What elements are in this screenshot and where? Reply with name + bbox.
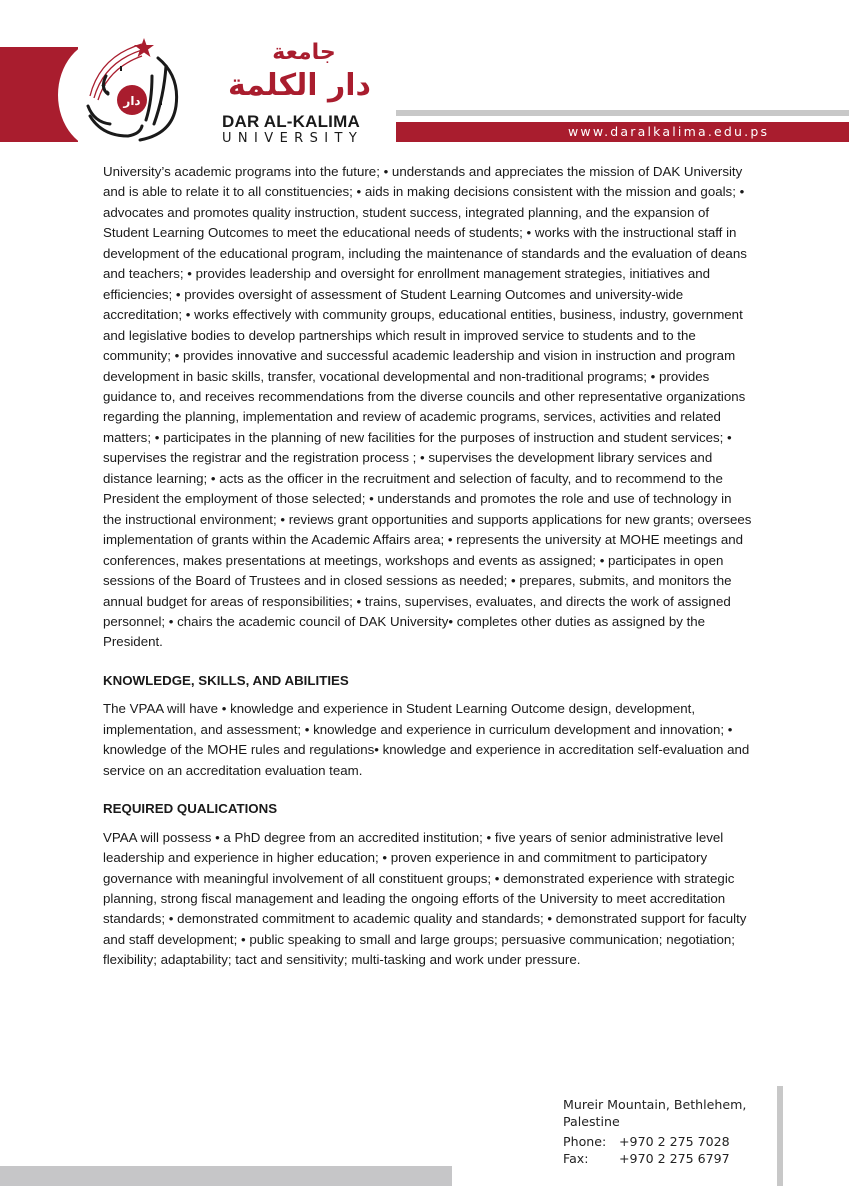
arabic-university-word: جامعة xyxy=(272,40,336,65)
section-heading-knowledge-skills: KNOWLEDGE, SKILLS, AND ABILITIES xyxy=(103,672,349,688)
footer-grey-band xyxy=(0,1166,452,1186)
arabic-university-name: دار الكلمة xyxy=(228,68,371,103)
section-heading-required-qualifications: REQUIRED QUALICATIONS xyxy=(103,801,278,817)
footer-address-line2: Palestine xyxy=(563,1113,620,1129)
header-grey-rule xyxy=(396,110,849,116)
phone-number: +970 2 275 7028 xyxy=(619,1134,730,1149)
english-university-subtitle: UNIVERSITY xyxy=(222,131,364,146)
english-university-name: DAR AL-KALIMA xyxy=(222,112,360,131)
university-emblem-logo xyxy=(80,36,195,148)
responsibilities-paragraph: University’s academic programs into the future; • understands and appreciates the mission of DAK University and is able to relate it to all constituencies; • aids in making decisions consistent with the mission and goals; • advocates and promotes quality instruction, student success, integrated planning, and the expansion of Student Learning Outcomes to meet the educational needs of students; • works with the instructional staff in development of the educational program, including the maintenance of standards and the evaluation of deans and teachers; • provides leadership and oversight for enrollment management strategies, initiatives and efficiencies; • provides oversight of assessment of Student Learning Outcomes and university-wide accreditation; • works effectively with community groups, educational entities, business, industry, government and legislative bodies to develop partnerships which result in improved service to students and to the community; • provides innovative and successful academic leadership and vision in instruction and program development in basic skills, transfer, vocational developmental and non-traditional programs; • provides guidance to, and receives recommendations from the diverse councils and other representative organizations regarding the planning, implementation and review of academic programs, services, activities and related matters; • participates in the planning of new facilities for the purposes of instruction and student services; • supervises the registrar and the registration process ; • supervises the development library services and distance learning; • acts as the officer in the recruitment and selection of faculty, and to recommend to the President the employment of those selected; • understands and promotes the role and use of technology in the instructional environment; • reviews grant opportunities and supports applications for new grants; oversees implementation of grants within the Academic Affairs area; • represents the university at MOHE meetings and conferences, makes presentations at meetings, workshops and events as assigned; • participates in open sessions of the Board of Trustees and in closed sessions as needed; • prepares, submits, and monitors the annual budget for areas of responsibilities; • trains, supervises, evaluates, and directs the work of assigned personnel; • chairs the academic council of DAK University• completes other duties as assigned by the President. xyxy=(103,164,752,650)
star-icon xyxy=(134,38,154,57)
emblem-circle-text: دار xyxy=(123,94,141,108)
footer-address-line1: Mureir Mountain, Bethlehem, xyxy=(563,1097,747,1112)
phone-label: Phone: xyxy=(563,1134,607,1149)
website-url-link[interactable]: www.daralkalima.edu.ps xyxy=(568,124,770,139)
knowledge-skills-paragraph: The VPAA will have • knowledge and experience in Student Learning Outcome design, development, implementation, and assessment; • knowledge and experience in curriculum development and innovation; • knowledge of the MOHE rules and regulations• knowledge and experience in accreditation self-evaluation and service on an accreditation evaluation team. xyxy=(103,701,750,778)
footer-phone-row xyxy=(563,1134,746,1151)
required-qualifications-paragraph: VPAA will possess • a PhD degree from an accredited institution; • five years of senior administrative level leadership and experience in higher education; • proven experience in and commitment to participatory governance with meaningful involvement of all constituent groups; • demonstrated experience with strategic planning, strong fiscal management and leading the ongoing efforts of the University to meet accreditation standards; • demonstrated commitment to academic quality and standards; • demonstrated support for faculty and staff development; • public speaking to small and large groups; persuasive communication; negotiation; flexibility; adaptability; tact and sensitivity; multi-tasking and work under pressure. xyxy=(103,829,747,968)
document-body xyxy=(103,162,753,971)
footer-fax-row xyxy=(563,1151,746,1168)
footer-contact-block xyxy=(563,1097,746,1167)
fax-number: +970 2 275 6797 xyxy=(619,1150,730,1166)
fax-label: Fax: xyxy=(563,1150,589,1166)
footer-vertical-rule xyxy=(777,1086,783,1186)
